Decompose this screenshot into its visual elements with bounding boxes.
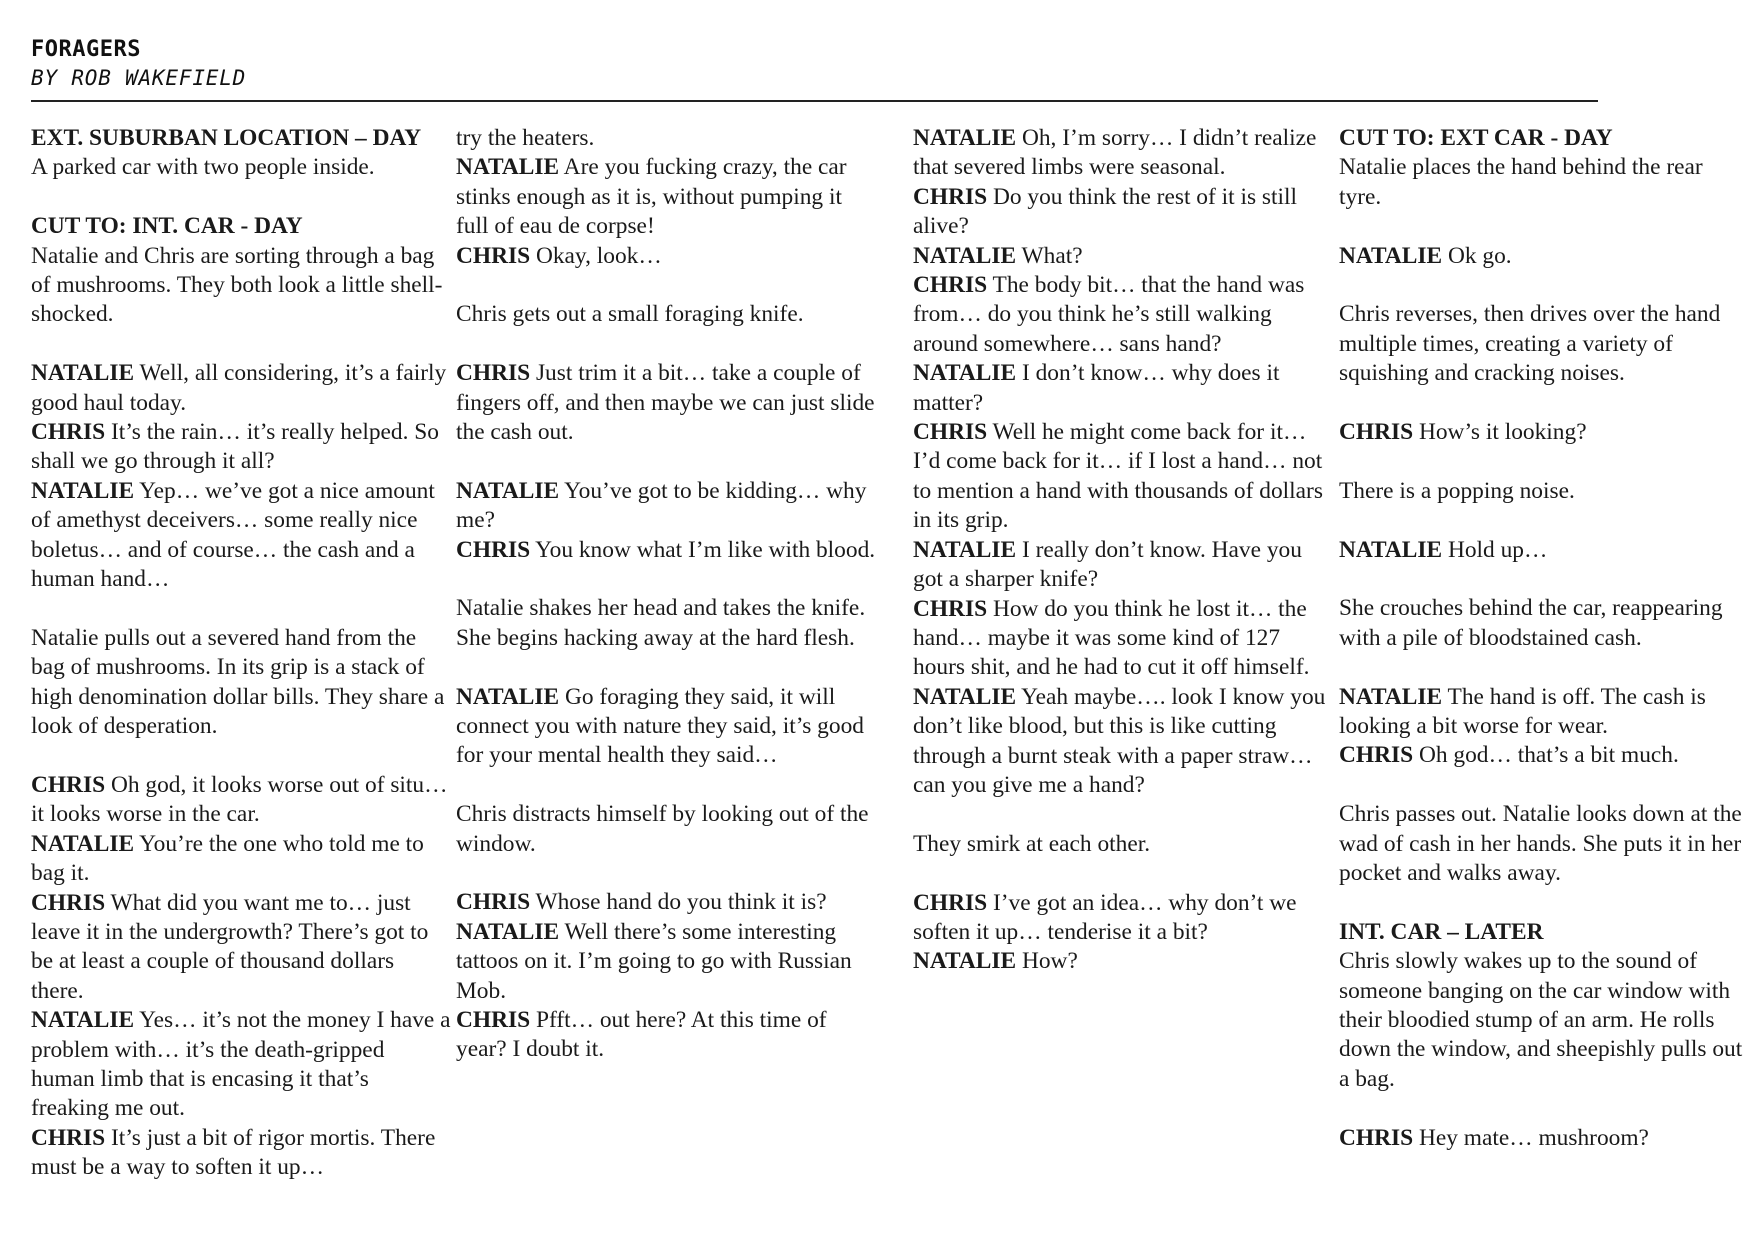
line-text: Okay, look… (535, 242, 662, 269)
script-line (1339, 242, 1749, 271)
script-line (1339, 741, 1749, 770)
line-text: Natalie shakes her head and takes the knife. She begins hacking away at the hard flesh. (456, 595, 866, 651)
speaker-label: NATALIE (913, 125, 1017, 151)
script-line (913, 183, 1333, 242)
author-byline: BY ROB WAKEFIELD (31, 66, 247, 90)
speaker-label: CUT TO: EXT CAR - DAY (1339, 125, 1613, 151)
line-text: Natalie and Chris are sorting through a bag of mushrooms. They both look a little shell-shocked. (31, 242, 443, 328)
line-text: Well he might come back for it… I’d come back for it… if I lost a hand… not to mention a hand with thousands of dollars in its grip. (913, 419, 1323, 534)
script-line (31, 624, 451, 742)
script-line (456, 1006, 876, 1065)
speaker-label: NATALIE (31, 830, 135, 857)
script-line (456, 300, 876, 329)
speaker-label: EXT. SUBURBAN LOCATION – DAY (31, 125, 422, 151)
speaker-label: NATALIE (1339, 683, 1443, 710)
line-text: I really don’t know. Have you got a sharper knife? (913, 536, 1302, 593)
line-text: Natalie places the hand behind the rear tyre. (1339, 154, 1703, 210)
script-line (1339, 418, 1749, 447)
script-line (913, 683, 1333, 801)
line-text: Are you fucking crazy, the car stinks enough as it is, without pumping it full of eau de corpse! (456, 154, 847, 240)
script-line (1339, 477, 1749, 506)
script-column-1 (31, 124, 451, 1183)
speaker-label: CHRIS (913, 595, 988, 622)
speaker-label: CHRIS (913, 419, 988, 446)
script-line (456, 888, 876, 917)
script-line (31, 212, 451, 241)
speaker-label: NATALIE (456, 683, 560, 710)
script-line (1339, 947, 1749, 1094)
line-text: What did you want me to… just leave it in the undergrowth? There’s got to be at least a couple of thousand dollars there. (31, 889, 429, 1004)
speaker-label: NATALIE (913, 242, 1017, 269)
script-line (31, 477, 451, 595)
speaker-label: CHRIS (456, 536, 531, 563)
speaker-label: NATALIE (456, 477, 560, 504)
script-line (1339, 800, 1749, 888)
script-line (913, 124, 1333, 183)
script-line (456, 242, 876, 271)
speaker-label: NATALIE (1339, 536, 1443, 563)
line-text: She crouches behind the car, reappearing with a pile of bloodstained cash. (1339, 595, 1723, 651)
speaker-label: CHRIS (456, 360, 531, 387)
speaker-label: NATALIE (913, 948, 1017, 975)
line-text: Yes… it’s not the money I have a problem with… it’s the death-gripped human limb that is encasing it that’s freaking me out. (31, 1007, 451, 1122)
line-text: It’s just a bit of rigor mortis. There must be a way to soften it up… (31, 1124, 436, 1181)
line-text: try the heaters. (456, 125, 595, 151)
script-line (456, 918, 876, 1006)
speaker-label: CHRIS (1339, 1124, 1414, 1151)
line-text: It’s the rain… it’s really helped. So shall we go through it all? (31, 419, 440, 475)
line-text: You’ve got to be kidding… why me? (456, 477, 867, 534)
line-text: Chris reverses, then drives over the hand multiple times, creating a variety of squishing and cracking noises. (1339, 301, 1721, 387)
line-text: You’re the one who told me to bag it. (31, 830, 424, 887)
speaker-label: NATALIE (31, 360, 135, 387)
line-text: Chris gets out a small foraging knife. (456, 301, 804, 328)
script-line (31, 830, 451, 889)
line-text: Hey mate… mushroom? (1418, 1124, 1649, 1151)
speaker-label: CHRIS (1339, 742, 1414, 769)
line-text: Well, all considering, it’s a fairly good haul today. (31, 360, 447, 416)
script-line (1339, 594, 1749, 653)
line-text: The body bit… that the hand was from… do you think he’s still walking around somewhere… sans hand? (913, 272, 1305, 357)
speaker-label: CHRIS (31, 771, 106, 798)
header-divider (31, 100, 1598, 102)
speaker-label: CHRIS (456, 889, 531, 916)
script-line (456, 124, 876, 153)
script-line (31, 124, 451, 153)
script-line (1339, 124, 1749, 153)
line-text: Pfft… out here? At this time of year? I doubt it. (456, 1007, 827, 1063)
line-text: Chris passes out. Natalie looks down at the wad of cash in her hands. She puts it in her pocket and walks away. (1339, 801, 1742, 887)
line-text: The hand is off. The cash is looking a bit worse for wear. (1339, 683, 1706, 740)
line-text: How do you think he lost it… the hand… maybe it was some kind of 127 hours shit, and he had to cut it off himself. (913, 595, 1310, 681)
speaker-label: NATALIE (1339, 242, 1443, 269)
script-line (1339, 1124, 1749, 1153)
script-line (1339, 300, 1749, 388)
line-text: Do you think the rest of it is still alive? (913, 183, 1298, 240)
line-text: Oh god… that’s a bit much. (1418, 742, 1679, 769)
script-line (913, 889, 1333, 948)
speaker-label: CHRIS (31, 419, 106, 446)
speaker-label: CHRIS (1339, 419, 1414, 446)
speaker-label: NATALIE (913, 360, 1017, 387)
script-line (31, 153, 451, 182)
script-line (456, 800, 876, 859)
script-line (456, 153, 876, 241)
line-text: Oh god, it looks worse out of situ… it looks worse in the car. (31, 771, 448, 828)
script-line (31, 771, 451, 830)
page-header (31, 36, 1598, 92)
speaker-label: CHRIS (31, 1124, 106, 1151)
script-line (913, 536, 1333, 595)
speaker-label: CHRIS (31, 889, 106, 916)
script-line (31, 242, 451, 330)
script-line (456, 594, 876, 653)
script-line (913, 359, 1333, 418)
script-line (31, 1006, 451, 1124)
speaker-label: NATALIE (31, 1007, 135, 1034)
line-text: Just trim it a bit… take a couple of fingers off, and then maybe we can just slide the cash out. (456, 360, 875, 446)
script-line (31, 889, 451, 1007)
line-text: Chris distracts himself by looking out of the window. (456, 801, 869, 857)
line-text: How’s it looking? (1418, 419, 1587, 446)
script-line (913, 947, 1333, 976)
script-line (456, 536, 876, 565)
speaker-label: CHRIS (456, 242, 531, 269)
script-line (913, 418, 1333, 536)
line-text: How? (1021, 948, 1078, 975)
line-text: You know what I’m like with blood. (535, 536, 876, 563)
line-text: Yep… we’ve got a nice amount of amethyst deceivers… some really nice boletus… and of course… the cash and a human hand… (31, 477, 435, 593)
script-line (913, 830, 1333, 859)
script-line (456, 477, 876, 536)
script-line (456, 683, 876, 771)
speaker-label: CUT TO: INT. CAR - DAY (31, 213, 303, 240)
speaker-label: NATALIE (456, 154, 560, 181)
script-line (1339, 536, 1749, 565)
speaker-label: CHRIS (913, 183, 988, 210)
line-text: What? (1021, 242, 1083, 269)
line-text: Well there’s some interesting tattoos on it. I’m going to go with Russian Mob. (456, 918, 852, 1004)
script-line (31, 1124, 451, 1183)
script-line (1339, 153, 1749, 212)
line-text: Whose hand do you think it is? (535, 889, 827, 916)
line-text: Hold up… (1447, 536, 1548, 563)
line-text: Oh, I’m sorry… I didn’t realize that severed limbs were seasonal. (913, 125, 1317, 181)
speaker-label: NATALIE (913, 536, 1017, 563)
speaker-label: INT. CAR – LATER (1339, 918, 1544, 945)
line-text: Yeah maybe…. look I know you don’t like blood, but this is like cutting through a burnt steak with a paper straw… can you give me a hand? (913, 683, 1326, 798)
line-text: Ok go. (1447, 242, 1512, 269)
script-column-2 (456, 124, 876, 1065)
line-text: I’ve got an idea… why don’t we soften it up… tenderise it a bit? (913, 889, 1297, 945)
speaker-label: CHRIS (456, 1007, 531, 1034)
script-line (1339, 683, 1749, 742)
line-text: Go foraging they said, it will connect you with nature they said, it’s good for your mental health they said… (456, 683, 864, 769)
script-column-4 (1339, 124, 1749, 1153)
script-line (1339, 918, 1749, 947)
line-text: A parked car with two people inside. (31, 154, 375, 181)
speaker-label: CHRIS (913, 272, 988, 299)
script-line (31, 359, 451, 418)
script-line (456, 359, 876, 447)
line-text: They smirk at each other. (913, 830, 1151, 857)
script-line (31, 418, 451, 477)
speaker-label: NATALIE (31, 477, 135, 504)
speaker-label: NATALIE (456, 918, 560, 945)
speaker-label: NATALIE (913, 683, 1017, 710)
line-text: There is a popping noise. (1339, 477, 1575, 504)
line-text: Natalie pulls out a severed hand from the bag of mushrooms. In its grip is a stack of high denomination dollar bills. They share a look of desperation. (31, 624, 445, 740)
script-line (913, 271, 1333, 359)
story-title: FORAGERS (31, 37, 141, 62)
line-text: Chris slowly wakes up to the sound of someone banging on the car window with their bloodied stump of an arm. He rolls down the window, and sheepishly pulls out a bag. (1339, 948, 1743, 1092)
script-line (913, 595, 1333, 683)
speaker-label: CHRIS (913, 889, 988, 916)
script-line (913, 242, 1333, 271)
line-text: I don’t know… why does it matter? (913, 360, 1280, 416)
script-column-3 (913, 124, 1333, 977)
